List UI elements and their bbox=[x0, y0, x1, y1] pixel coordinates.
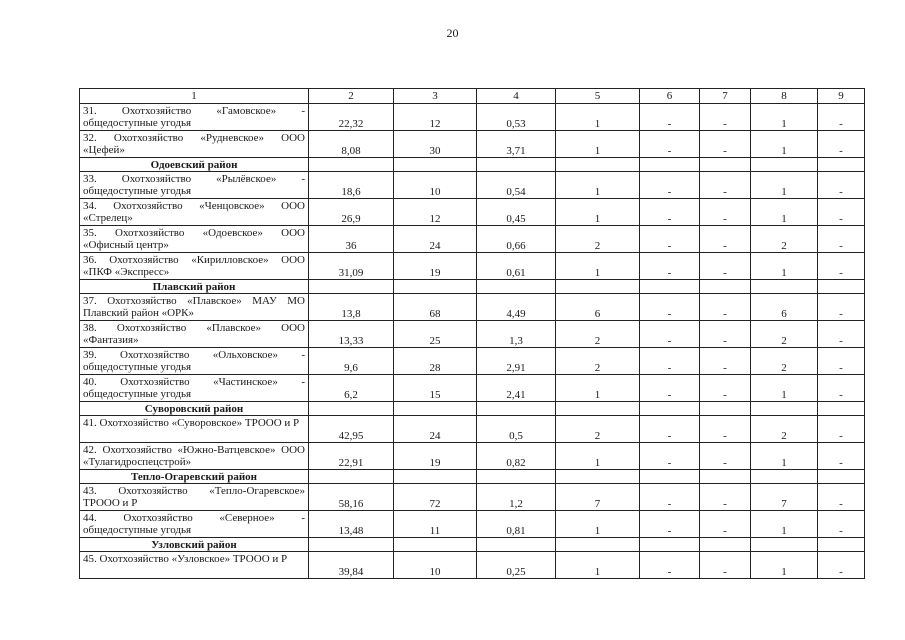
hunting-ground-name: 42. Охотхозяйство «Южно-Ватцевское» ООО «Тулагидроспецстрой» bbox=[80, 443, 309, 470]
value-cell: - bbox=[700, 226, 751, 253]
value-cell: - bbox=[700, 375, 751, 402]
table-row bbox=[80, 484, 865, 511]
value-cell: - bbox=[818, 484, 865, 511]
value-cell: 0,81 bbox=[477, 511, 556, 538]
value-cell: - bbox=[818, 172, 865, 199]
value-cell: - bbox=[700, 321, 751, 348]
empty-cell bbox=[818, 280, 865, 294]
value-cell: - bbox=[700, 172, 751, 199]
value-cell: 9,6 bbox=[309, 348, 394, 375]
district-header-row bbox=[80, 538, 865, 552]
hunting-ground-name: 31. Охотхозяйство «Гамовское» - общедоступные угодья bbox=[80, 104, 309, 131]
value-cell: - bbox=[818, 131, 865, 158]
value-cell: 58,16 bbox=[309, 484, 394, 511]
value-cell: - bbox=[700, 104, 751, 131]
empty-cell bbox=[556, 538, 640, 552]
value-cell: - bbox=[640, 172, 700, 199]
empty-cell bbox=[640, 280, 700, 294]
value-cell: - bbox=[818, 348, 865, 375]
value-cell: 0,66 bbox=[477, 226, 556, 253]
empty-cell bbox=[477, 538, 556, 552]
empty-cell bbox=[640, 402, 700, 416]
empty-cell bbox=[309, 538, 394, 552]
value-cell: 0,45 bbox=[477, 199, 556, 226]
empty-cell bbox=[477, 402, 556, 416]
value-cell: - bbox=[818, 253, 865, 280]
value-cell: - bbox=[640, 443, 700, 470]
table-row bbox=[80, 443, 865, 470]
empty-cell bbox=[700, 538, 751, 552]
value-cell: 1 bbox=[751, 131, 818, 158]
empty-cell bbox=[700, 280, 751, 294]
empty-cell bbox=[751, 470, 818, 484]
district-header-row bbox=[80, 402, 865, 416]
empty-cell bbox=[556, 470, 640, 484]
hunting-ground-name: 33. Охотхозяйство «Рылёвское» - общедоступные угодья bbox=[80, 172, 309, 199]
value-cell: - bbox=[700, 131, 751, 158]
value-cell: 1 bbox=[751, 104, 818, 131]
empty-cell bbox=[700, 470, 751, 484]
value-cell: - bbox=[640, 511, 700, 538]
empty-cell bbox=[477, 470, 556, 484]
value-cell: - bbox=[818, 511, 865, 538]
value-cell: 30 bbox=[394, 131, 477, 158]
value-cell: 25 bbox=[394, 321, 477, 348]
value-cell: 0,53 bbox=[477, 104, 556, 131]
value-cell: 1 bbox=[556, 511, 640, 538]
value-cell: 2,91 bbox=[477, 348, 556, 375]
hunting-ground-name: 37. Охотхозяйство «Плавское» МАУ МО Плавский район «ОРК» bbox=[80, 294, 309, 321]
value-cell: 1 bbox=[751, 443, 818, 470]
page-number: 20 bbox=[446, 26, 459, 40]
column-number-header: 8 bbox=[751, 89, 818, 104]
table-row bbox=[80, 552, 865, 579]
hunting-ground-name: 41. Охотхозяйство «Суворовское» ТРООО и Р bbox=[80, 416, 309, 443]
value-cell: 22,91 bbox=[309, 443, 394, 470]
hunting-ground-name: 36. Охотхозяйство «Кирилловское» ООО «ПКФ «Экспресс» bbox=[80, 253, 309, 280]
value-cell: - bbox=[640, 552, 700, 579]
value-cell: - bbox=[640, 199, 700, 226]
value-cell: - bbox=[818, 416, 865, 443]
value-cell: 42,95 bbox=[309, 416, 394, 443]
value-cell: 19 bbox=[394, 253, 477, 280]
empty-cell bbox=[309, 280, 394, 294]
value-cell: 2 bbox=[751, 348, 818, 375]
value-cell: 24 bbox=[394, 226, 477, 253]
value-cell: 0,5 bbox=[477, 416, 556, 443]
hunting-grounds-table bbox=[79, 88, 865, 579]
value-cell: 19 bbox=[394, 443, 477, 470]
value-cell: - bbox=[640, 104, 700, 131]
value-cell: - bbox=[818, 104, 865, 131]
column-number-header: 6 bbox=[640, 89, 700, 104]
value-cell: 1 bbox=[751, 552, 818, 579]
value-cell: 4,49 bbox=[477, 294, 556, 321]
value-cell: - bbox=[818, 552, 865, 579]
hunting-ground-name: 35. Охотхозяйство «Одоевское» ООО «Офисный центр» bbox=[80, 226, 309, 253]
hunting-ground-name: 38. Охотхозяйство «Плавское» ООО «Фантазия» bbox=[80, 321, 309, 348]
value-cell: - bbox=[640, 131, 700, 158]
value-cell: 1 bbox=[751, 199, 818, 226]
hunting-ground-name: 44. Охотхозяйство «Северное» - общедоступные угодья bbox=[80, 511, 309, 538]
hunting-ground-name: 34. Охотхозяйство «Ченцовское» ООО «Стрелец» bbox=[80, 199, 309, 226]
table-row bbox=[80, 199, 865, 226]
table-header-row bbox=[80, 89, 865, 104]
value-cell: - bbox=[700, 443, 751, 470]
value-cell: 2 bbox=[556, 226, 640, 253]
district-name: Тепло-Огаревский район bbox=[80, 470, 309, 484]
value-cell: - bbox=[640, 375, 700, 402]
value-cell: 28 bbox=[394, 348, 477, 375]
value-cell: 22,32 bbox=[309, 104, 394, 131]
value-cell: 0,61 bbox=[477, 253, 556, 280]
value-cell: 68 bbox=[394, 294, 477, 321]
hunting-ground-name: 43. Охотхозяйство «Тепло-Огаревское» ТРООО и Р bbox=[80, 484, 309, 511]
value-cell: - bbox=[640, 253, 700, 280]
value-cell: 2 bbox=[751, 416, 818, 443]
value-cell: 18,6 bbox=[309, 172, 394, 199]
value-cell: 0,54 bbox=[477, 172, 556, 199]
value-cell: - bbox=[700, 552, 751, 579]
empty-cell bbox=[477, 158, 556, 172]
value-cell: 2,41 bbox=[477, 375, 556, 402]
value-cell: - bbox=[818, 199, 865, 226]
district-name: Суворовский район bbox=[80, 402, 309, 416]
value-cell: - bbox=[818, 294, 865, 321]
value-cell: 39,84 bbox=[309, 552, 394, 579]
value-cell: - bbox=[640, 294, 700, 321]
empty-cell bbox=[394, 402, 477, 416]
value-cell: 72 bbox=[394, 484, 477, 511]
empty-cell bbox=[394, 158, 477, 172]
empty-cell bbox=[751, 280, 818, 294]
value-cell: 12 bbox=[394, 104, 477, 131]
table-row bbox=[80, 226, 865, 253]
value-cell: - bbox=[700, 348, 751, 375]
empty-cell bbox=[818, 158, 865, 172]
table-row bbox=[80, 348, 865, 375]
empty-cell bbox=[394, 470, 477, 484]
table-row bbox=[80, 294, 865, 321]
table-row bbox=[80, 131, 865, 158]
column-number-header: 1 bbox=[80, 89, 309, 104]
value-cell: 7 bbox=[556, 484, 640, 511]
column-number-header: 9 bbox=[818, 89, 865, 104]
value-cell: 13,8 bbox=[309, 294, 394, 321]
table-row bbox=[80, 321, 865, 348]
value-cell: 8,08 bbox=[309, 131, 394, 158]
empty-cell bbox=[818, 402, 865, 416]
value-cell: 1 bbox=[556, 552, 640, 579]
empty-cell bbox=[556, 280, 640, 294]
value-cell: 24 bbox=[394, 416, 477, 443]
column-number-header: 4 bbox=[477, 89, 556, 104]
hunting-ground-name: 32. Охотхозяйство «Рудневское» ООО «Цефей» bbox=[80, 131, 309, 158]
value-cell: 2 bbox=[556, 321, 640, 348]
value-cell: 2 bbox=[751, 226, 818, 253]
value-cell: 7 bbox=[751, 484, 818, 511]
value-cell: 15 bbox=[394, 375, 477, 402]
value-cell: 1 bbox=[751, 375, 818, 402]
empty-cell bbox=[700, 402, 751, 416]
column-number-header: 3 bbox=[394, 89, 477, 104]
empty-cell bbox=[640, 470, 700, 484]
empty-cell bbox=[394, 280, 477, 294]
value-cell: 6 bbox=[751, 294, 818, 321]
table-row bbox=[80, 511, 865, 538]
value-cell: 26,9 bbox=[309, 199, 394, 226]
value-cell: 12 bbox=[394, 199, 477, 226]
value-cell: - bbox=[700, 253, 751, 280]
district-header-row bbox=[80, 158, 865, 172]
value-cell: 1 bbox=[751, 172, 818, 199]
value-cell: 1,3 bbox=[477, 321, 556, 348]
empty-cell bbox=[309, 158, 394, 172]
table-row bbox=[80, 416, 865, 443]
column-number-header: 2 bbox=[309, 89, 394, 104]
table-row bbox=[80, 104, 865, 131]
empty-cell bbox=[556, 402, 640, 416]
value-cell: - bbox=[700, 484, 751, 511]
value-cell: 1 bbox=[751, 511, 818, 538]
empty-cell bbox=[309, 470, 394, 484]
value-cell: 1 bbox=[556, 104, 640, 131]
hunting-ground-name: 40. Охотхозяйство «Частинское» - общедоступные угодья bbox=[80, 375, 309, 402]
value-cell: - bbox=[700, 199, 751, 226]
value-cell: 6,2 bbox=[309, 375, 394, 402]
value-cell: 31,09 bbox=[309, 253, 394, 280]
table-row bbox=[80, 253, 865, 280]
value-cell: - bbox=[640, 321, 700, 348]
value-cell: 1 bbox=[556, 131, 640, 158]
value-cell: 13,48 bbox=[309, 511, 394, 538]
empty-cell bbox=[751, 538, 818, 552]
hunting-ground-name: 45. Охотхозяйство «Узловское» ТРООО и Р bbox=[80, 552, 309, 579]
value-cell: 10 bbox=[394, 552, 477, 579]
value-cell: 6 bbox=[556, 294, 640, 321]
value-cell: - bbox=[700, 416, 751, 443]
value-cell: - bbox=[818, 375, 865, 402]
value-cell: 2 bbox=[556, 348, 640, 375]
value-cell: 2 bbox=[556, 416, 640, 443]
district-name: Одоевский район bbox=[80, 158, 309, 172]
value-cell: 1,2 bbox=[477, 484, 556, 511]
value-cell: 0,25 bbox=[477, 552, 556, 579]
empty-cell bbox=[751, 158, 818, 172]
empty-cell bbox=[309, 402, 394, 416]
table-row bbox=[80, 375, 865, 402]
value-cell: 10 bbox=[394, 172, 477, 199]
value-cell: 2 bbox=[751, 321, 818, 348]
value-cell: 1 bbox=[751, 253, 818, 280]
district-name: Плавский район bbox=[80, 280, 309, 294]
value-cell: 3,71 bbox=[477, 131, 556, 158]
empty-cell bbox=[700, 158, 751, 172]
value-cell: - bbox=[640, 348, 700, 375]
empty-cell bbox=[556, 158, 640, 172]
value-cell: - bbox=[700, 511, 751, 538]
empty-cell bbox=[818, 538, 865, 552]
district-header-row bbox=[80, 470, 865, 484]
hunting-ground-name: 39. Охотхозяйство «Ольховское» - общедоступные угодья bbox=[80, 348, 309, 375]
column-number-header: 7 bbox=[700, 89, 751, 104]
district-header-row bbox=[80, 280, 865, 294]
value-cell: - bbox=[818, 321, 865, 348]
table-row bbox=[80, 172, 865, 199]
empty-cell bbox=[751, 402, 818, 416]
value-cell: 36 bbox=[309, 226, 394, 253]
value-cell: - bbox=[818, 226, 865, 253]
empty-cell bbox=[394, 538, 477, 552]
value-cell: - bbox=[700, 294, 751, 321]
value-cell: 1 bbox=[556, 253, 640, 280]
district-name: Узловский район bbox=[80, 538, 309, 552]
empty-cell bbox=[640, 158, 700, 172]
value-cell: - bbox=[640, 416, 700, 443]
empty-cell bbox=[640, 538, 700, 552]
value-cell: 1 bbox=[556, 375, 640, 402]
value-cell: - bbox=[640, 226, 700, 253]
column-number-header: 5 bbox=[556, 89, 640, 104]
value-cell: 0,82 bbox=[477, 443, 556, 470]
value-cell: 13,33 bbox=[309, 321, 394, 348]
value-cell: 1 bbox=[556, 172, 640, 199]
value-cell: 1 bbox=[556, 199, 640, 226]
value-cell: - bbox=[818, 443, 865, 470]
empty-cell bbox=[477, 280, 556, 294]
empty-cell bbox=[818, 470, 865, 484]
value-cell: - bbox=[640, 484, 700, 511]
value-cell: 1 bbox=[556, 443, 640, 470]
value-cell: 11 bbox=[394, 511, 477, 538]
